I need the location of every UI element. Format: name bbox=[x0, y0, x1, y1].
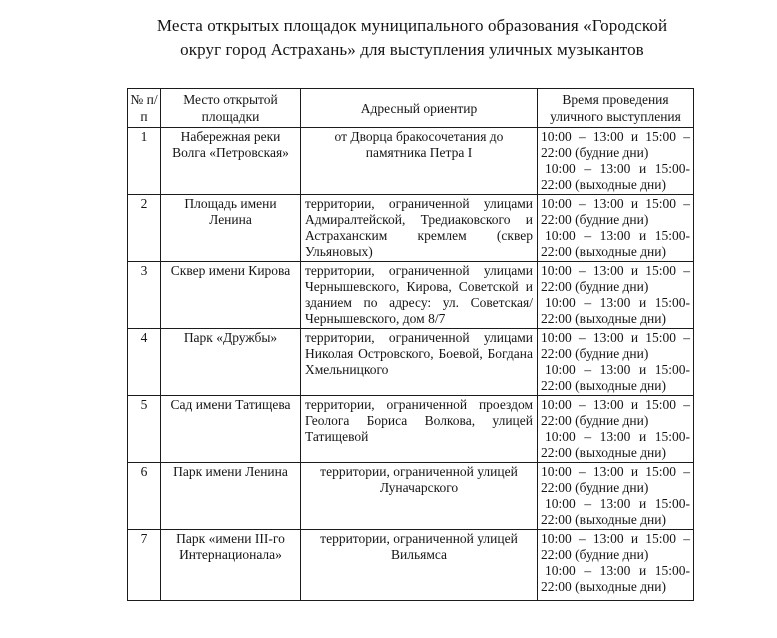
place-name bbox=[161, 396, 301, 463]
address bbox=[301, 195, 538, 262]
time-weekends: 10:00 – 13:00 и 15:00-22:00 (выходные дни) bbox=[541, 161, 690, 192]
place-name bbox=[161, 463, 301, 530]
row-number: 5 bbox=[128, 396, 161, 463]
performance-time bbox=[538, 530, 694, 601]
row-number: 1 bbox=[128, 128, 161, 195]
col-header-time: Время проведения уличного выступления bbox=[538, 89, 694, 128]
time-weekdays: 10:00 – 13:00 и 15:00 – 22:00 (будние дни) bbox=[541, 330, 690, 361]
time-weekends: 10:00 – 13:00 и 15:00-22:00 (выходные дни) bbox=[541, 429, 690, 460]
performance-time bbox=[538, 262, 694, 329]
time-weekdays: 10:00 – 13:00 и 15:00 – 22:00 (будние дни) bbox=[541, 129, 690, 160]
row-number: 3 bbox=[128, 262, 161, 329]
col-header-num: № п/п bbox=[128, 89, 161, 128]
place-name bbox=[161, 195, 301, 262]
address-text: территории, ограниченной улицей Луначарского bbox=[320, 464, 518, 495]
performance-time bbox=[538, 128, 694, 195]
time-weekdays: 10:00 – 13:00 и 15:00 – 22:00 (будние дни) bbox=[541, 397, 690, 428]
address bbox=[301, 396, 538, 463]
col-header-place: Место открытой площадки bbox=[161, 89, 301, 128]
row-number: 2 bbox=[128, 195, 161, 262]
address bbox=[301, 262, 538, 329]
time-weekends: 10:00 – 13:00 и 15:00-22:00 (выходные дни) bbox=[541, 362, 690, 393]
time-weekdays: 10:00 – 13:00 и 15:00 – 22:00 (будние дни) bbox=[541, 263, 690, 294]
table-row bbox=[128, 530, 694, 601]
performance-time bbox=[538, 396, 694, 463]
table-row bbox=[128, 262, 694, 329]
venues-table bbox=[127, 88, 694, 601]
performance-time bbox=[538, 329, 694, 396]
address bbox=[301, 530, 538, 601]
address-text: территории, ограниченной улицами Адмиралтейской, Тредиаковского и Астраханским кремлем (сквер Ульяновых) bbox=[305, 196, 533, 259]
address bbox=[301, 329, 538, 396]
place-name-text: Сад имени Татищева bbox=[170, 397, 291, 412]
time-weekdays: 10:00 – 13:00 и 15:00 – 22:00 (будние дни) bbox=[541, 464, 690, 495]
place-name bbox=[161, 329, 301, 396]
address-text: территории, ограниченной улицами Николая Островского, Боевой, Богдана Хмельницкого bbox=[305, 330, 533, 377]
table-row bbox=[128, 396, 694, 463]
address-text: территории, ограниченной улицей Вильямса bbox=[320, 531, 518, 562]
place-name bbox=[161, 262, 301, 329]
table-row bbox=[128, 329, 694, 396]
time-weekends: 10:00 – 13:00 и 15:00-22:00 (выходные дни) bbox=[541, 563, 690, 594]
time-weekends: 10:00 – 13:00 и 15:00-22:00 (выходные дни) bbox=[541, 295, 690, 326]
row-number: 7 bbox=[128, 530, 161, 601]
row-number: 4 bbox=[128, 329, 161, 396]
col-header-address: Адресный ориентир bbox=[301, 89, 538, 128]
place-name-text: Парк «имени III-го Интернационала» bbox=[176, 531, 285, 562]
place-name-text: Сквер имени Кирова bbox=[170, 263, 291, 278]
header-row bbox=[128, 89, 694, 128]
page-title: Места открытых площадок муниципального образования «Городской округ город Астрахань» для выступления уличных музыкантов bbox=[156, 16, 668, 59]
address bbox=[301, 128, 538, 195]
address-text: территории, ограниченной улицами Чернышевского, Кирова, Советской и зданием по адресу: ул. Советская/Чернышевского, дом 8/7 bbox=[305, 263, 533, 326]
time-weekends: 10:00 – 13:00 и 15:00-22:00 (выходные дни) bbox=[541, 496, 690, 527]
place-name bbox=[161, 128, 301, 195]
performance-time bbox=[538, 195, 694, 262]
place-name bbox=[161, 530, 301, 601]
place-name-text: Парк имени Ленина bbox=[173, 464, 288, 479]
place-name-text: Площадь имени Ленина bbox=[184, 196, 277, 227]
table-row bbox=[128, 195, 694, 262]
performance-time bbox=[538, 463, 694, 530]
row-number: 6 bbox=[128, 463, 161, 530]
table-row bbox=[128, 128, 694, 195]
address-text: от Дворца бракосочетания до памятника Петра I bbox=[334, 129, 504, 160]
place-name-text: Набережная реки Волга «Петровская» bbox=[172, 129, 289, 160]
place-name-text: Парк «Дружбы» bbox=[183, 330, 278, 345]
time-weekdays: 10:00 – 13:00 и 15:00 – 22:00 (будние дни) bbox=[541, 196, 690, 227]
time-weekdays: 10:00 – 13:00 и 15:00 – 22:00 (будние дни) bbox=[541, 531, 690, 562]
address-text: территории, ограниченной проездом Геолога Бориса Волкова, улицей Татищевой bbox=[305, 397, 533, 444]
address bbox=[301, 463, 538, 530]
time-weekends: 10:00 – 13:00 и 15:00-22:00 (выходные дни) bbox=[541, 228, 690, 259]
table-row bbox=[128, 463, 694, 530]
